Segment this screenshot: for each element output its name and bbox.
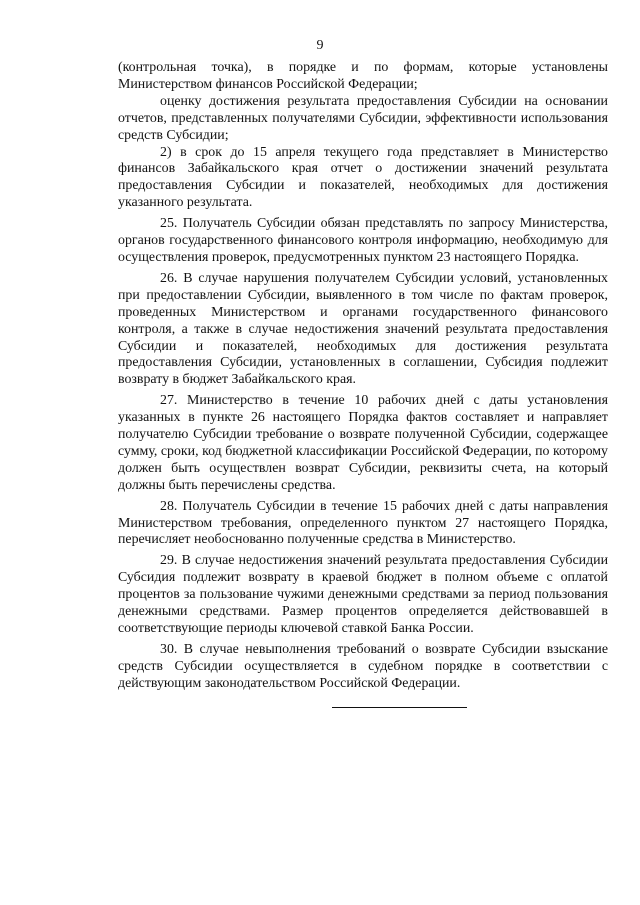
- paragraph-item-28: 28. Получатель Субсидии в течение 15 рабочих дней с даты направления Министерством требования, определенного пунктом 27 настоящего Порядка, перечисляет необоснованно полученные средства в Министерство.: [118, 498, 608, 548]
- paragraph-item-26: 26. В случае нарушения получателем Субсидии условий, установленных при предоставлении Субсидии, выявленного в том числе по фактам проверок, проведенных Министерством и органами государственного финансового контроля, а также в случае недостижения значений результата предоставления Субсидии и показателей, необходимых для достижения результата предоставления Субсидии, установленных в соглашении, Субсидия подлежит возврату в бюджет Забайкальского края.: [118, 270, 608, 388]
- paragraph-item-30: 30. В случае невыполнения требований о возврате Субсидии взыскание средств Субсидии осуществляется в судебном порядке в соответствии с действующим законодательством Российской Федерации.: [118, 641, 608, 691]
- paragraph-continuation: (контрольная точка), в порядке и по формам, которые установлены Министерством финансов Российской Федерации;: [118, 60, 608, 92]
- document-body: [118, 60, 608, 708]
- end-of-text-divider: [332, 707, 467, 708]
- paragraph-item-27: 27. Министерство в течение 10 рабочих дней с даты установления указанных в пункте 26 настоящего Порядка фактов составляет и направляет получателю Субсидии требование о возврате полученной Субсидии, содержащее сумму, сроки, код бюджетной классификации Российской Федерации, по которому должен быть осуществлен возврат Субсидии, реквизиты счета, на который должны быть перечислены средства.: [118, 393, 608, 493]
- paragraph-evaluation: оценку достижения результата предоставления Субсидии на основании отчетов, представленных получателями Субсидии, эффективности использования средств Субсидии;: [118, 93, 608, 143]
- paragraph-item-29: 29. В случае недостижения значений результата предоставления Субсидии Субсидия подлежит возврату в краевой бюджет в полном объеме с оплатой процентов за пользование чужими денежными средствами за период пользования денежными средствами. Размер процентов определяется действовавшей в соответствующие периоды ключевой ставкой Банка России.: [118, 553, 608, 636]
- paragraph-item-25: 25. Получатель Субсидии обязан представлять по запросу Министерства, органов государственного финансового контроля информацию, необходимую для осуществления проверок, предусмотренных пунктом 23 настоящего Порядка.: [118, 216, 608, 265]
- paragraph-report-deadline: 2) в срок до 15 апреля текущего года представляет в Министерство финансов Забайкальского края отчет о достижении значений результата предоставления Субсидии и показателей, необходимых для достижения указанного результата.: [118, 144, 608, 211]
- page-number: 9: [316, 38, 324, 53]
